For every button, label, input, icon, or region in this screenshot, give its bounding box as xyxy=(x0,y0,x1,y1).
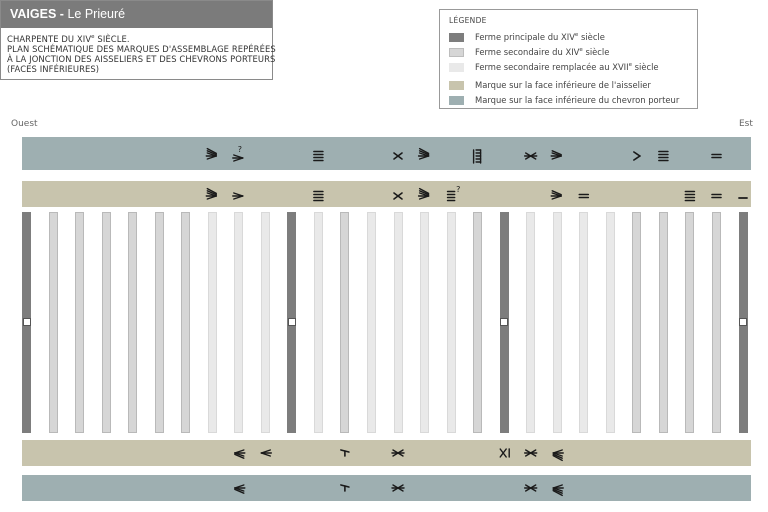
north-aisselier-mark-10-bars2 xyxy=(712,195,721,198)
south-chevron-mark-5-triple-arrow-l xyxy=(553,485,563,495)
north-chevron-mark-11-bars2 xyxy=(712,155,721,158)
description-line-4: (FACES INFÉRIEURES) xyxy=(7,64,100,74)
north-chevron-mark-4-x xyxy=(394,153,402,159)
svg-text:?: ? xyxy=(456,185,461,194)
south-aisselier-mark-6-x-cross xyxy=(525,450,537,456)
north-aisselier-mark-1-triple-arrow-r xyxy=(206,189,216,199)
legend-label-principal: Ferme principale du XIVe siècle xyxy=(475,32,605,42)
north-chevron-mark-6-roman-v xyxy=(474,150,481,163)
north-aisselier-mark-2-arrow-r xyxy=(233,193,243,199)
legend-label-secondary-14: Ferme secondaire du XIVe siècle xyxy=(475,47,610,57)
south-aisselier-mark-4-x-cross xyxy=(392,450,404,456)
north-aisselier-mark-4-x xyxy=(394,193,402,199)
site-name: VAIGES - xyxy=(10,7,64,21)
building-name: Le Prieuré xyxy=(67,7,126,21)
south-aisselier-mark-1-double-arrow-l xyxy=(235,450,245,458)
north-chevron-mark-2-arrow-r-q xyxy=(233,145,243,161)
north-chevron-mark-1-triple-arrow-r xyxy=(206,149,216,159)
south-aisselier-mark-5-xi xyxy=(500,449,509,457)
legend-label-chevron: Marque sur la face inférieure du chevron porteur xyxy=(475,95,680,105)
east-label: Est xyxy=(739,119,753,129)
description-line-3: À LA JONCTION DES AISSELIERS ET DES CHEVRONS PORTEURS xyxy=(7,54,276,64)
south-aisselier-mark-3-tick-l xyxy=(341,450,349,456)
north-aisselier-mark-3-bars3 xyxy=(314,192,323,201)
north-chevron-mark-8-double-arrow-r xyxy=(551,151,561,159)
description-line-2: PLAN SCHÉMATIQUE DES MARQUES D'ASSEMBLAGE REPÉRÉES xyxy=(7,44,276,54)
legend-label-aisselier: Marque sur la face inférieure de l'aisselier xyxy=(475,80,651,90)
north-chevron-mark-7-x-cross xyxy=(525,153,537,159)
description-line-1: CHARPENTE DU XIVe SIÈCLE. xyxy=(7,34,130,44)
north-aisselier-mark-8-bars2 xyxy=(579,195,588,198)
south-chevron-mark-2-tick-l xyxy=(341,485,349,491)
west-label: Ouest xyxy=(11,119,38,129)
south-chevron-mark-4-x-cross xyxy=(525,485,537,491)
north-aisselier-mark-5-triple-arrow-r xyxy=(419,189,429,199)
south-aisselier-mark-7-triple-arrow-l xyxy=(553,450,563,460)
south-aisselier-mark-2-arrow-l xyxy=(261,450,271,456)
north-aisselier-mark-7-double-arrow-r xyxy=(551,191,561,199)
svg-text:?: ? xyxy=(237,145,243,154)
north-aisselier-mark-6-bars3q xyxy=(448,185,461,201)
legend-label-secondary-17: Ferme secondaire remplacée au XVIIe siècle xyxy=(475,62,659,72)
north-chevron-mark-3-bars3 xyxy=(314,152,323,161)
north-aisselier-mark-9-bars3 xyxy=(685,192,694,201)
south-chevron-mark-3-x-cross xyxy=(392,485,404,491)
north-chevron-mark-9-gt xyxy=(634,152,640,160)
north-chevron-mark-5-triple-arrow-r xyxy=(419,149,429,159)
legend-title: LÉGENDE xyxy=(449,16,487,25)
south-chevron-mark-1-double-arrow-l xyxy=(235,485,245,493)
north-chevron-mark-10-bars3 xyxy=(659,152,668,161)
